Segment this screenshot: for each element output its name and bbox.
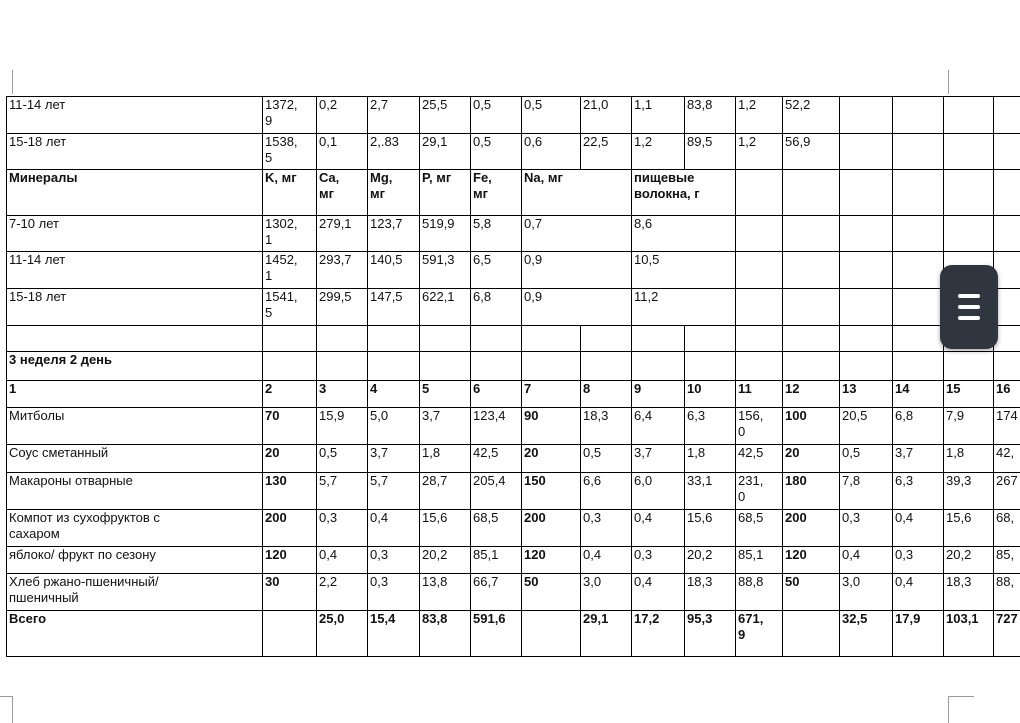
table-cell: 293,7 bbox=[319, 252, 352, 267]
table-cell bbox=[782, 251, 839, 288]
table-cell: 100 bbox=[785, 408, 807, 423]
table-cell bbox=[782, 610, 839, 656]
row-label: Всего bbox=[9, 611, 47, 626]
table-cell bbox=[839, 251, 892, 288]
table-cell: 0,5 bbox=[473, 97, 492, 112]
table-cell: 88,8 bbox=[738, 574, 764, 589]
corner-mark-top-left bbox=[12, 70, 13, 94]
table-cell bbox=[419, 351, 470, 380]
table-cell bbox=[782, 288, 839, 325]
table-cell: 5,0 bbox=[370, 408, 389, 423]
table-cell: 15,6 bbox=[422, 510, 448, 525]
table-cell: 68,5 bbox=[473, 510, 499, 525]
row-label bbox=[6, 325, 262, 351]
table-cell: Mg, мг bbox=[370, 170, 393, 201]
row-label: 11-14 лет bbox=[9, 97, 66, 112]
table-cell bbox=[892, 288, 943, 325]
table-cell bbox=[521, 610, 580, 656]
table-cell: 123,4 bbox=[473, 408, 506, 423]
table-cell bbox=[367, 325, 419, 351]
table-cell: 15,9 bbox=[319, 408, 345, 423]
table-cell: 42,5 bbox=[473, 445, 499, 460]
row-label: Соус сметанный bbox=[9, 445, 109, 460]
row-label: яблоко/ фрукт по сезону bbox=[9, 547, 156, 562]
table-cell: 56,9 bbox=[785, 134, 811, 149]
table-cell: 1372, 9 bbox=[265, 97, 298, 128]
table-cell: 42, bbox=[996, 445, 1015, 460]
table-cell: 3,7 bbox=[895, 445, 914, 460]
table-cell: 1,1 bbox=[634, 97, 653, 112]
table-cell: 0,4 bbox=[319, 547, 338, 562]
table-cell: Na, мг bbox=[524, 170, 563, 185]
row-label: 15-18 лет bbox=[9, 289, 67, 304]
table-cell: 18,3 bbox=[687, 574, 713, 589]
table-cell: 15,4 bbox=[370, 611, 396, 626]
table-cell: 0,5 bbox=[583, 445, 602, 460]
table-cell bbox=[631, 325, 684, 351]
table-cell bbox=[684, 351, 735, 380]
table-cell: 85,1 bbox=[473, 547, 499, 562]
table-cell: 1,8 bbox=[422, 445, 441, 460]
table-cell: 2,.83 bbox=[370, 134, 399, 149]
table-cell: 95,3 bbox=[687, 611, 713, 626]
table-cell: 15,6 bbox=[946, 510, 972, 525]
table-cell: 25,0 bbox=[319, 611, 345, 626]
table-cell bbox=[580, 351, 631, 380]
table-cell: 88, bbox=[996, 574, 1015, 589]
table-cell bbox=[262, 351, 316, 380]
row-label: Компот из сухофруктов с сахаром bbox=[9, 510, 160, 541]
table-cell: 1541, 5 bbox=[265, 289, 298, 320]
table-cell bbox=[943, 133, 993, 169]
table-cell: 0,4 bbox=[634, 510, 653, 525]
table-cell bbox=[631, 351, 684, 380]
corner-mark-bottom-right-h bbox=[948, 696, 974, 697]
table-cell: 0,9 bbox=[524, 252, 543, 267]
table-cell: 14 bbox=[895, 381, 910, 396]
table-cell bbox=[892, 325, 943, 351]
table-cell: 180 bbox=[785, 473, 807, 488]
table-cell bbox=[470, 351, 521, 380]
table-cell: 83,8 bbox=[422, 611, 448, 626]
table-cell: P, мг bbox=[422, 170, 452, 185]
table-cell bbox=[943, 169, 993, 215]
table-cell: 0,5 bbox=[524, 97, 543, 112]
table-cell: 0,5 bbox=[319, 445, 338, 460]
table-cell bbox=[316, 351, 367, 380]
table-cell: 83,8 bbox=[687, 97, 713, 112]
table-cell: 205,4 bbox=[473, 473, 506, 488]
table-cell: 68,5 bbox=[738, 510, 764, 525]
table-cell: 0,3 bbox=[895, 547, 914, 562]
table-cell: 3 bbox=[319, 381, 327, 396]
table-cell: 4 bbox=[370, 381, 378, 396]
corner-mark-bottom-left-h bbox=[0, 696, 12, 697]
table-cell: 123,7 bbox=[370, 216, 403, 231]
table-cell: 147,5 bbox=[370, 289, 403, 304]
table-cell: 30 bbox=[265, 574, 280, 589]
table-cell: 18,3 bbox=[583, 408, 609, 423]
table-cell bbox=[735, 325, 782, 351]
table-cell: 11,2 bbox=[634, 289, 659, 304]
table-cell: 70 bbox=[265, 408, 280, 423]
table-cell: 0,3 bbox=[583, 510, 602, 525]
table-cell: 3,7 bbox=[634, 445, 653, 460]
table-cell: 200 bbox=[785, 510, 807, 525]
table-cell: K, мг bbox=[265, 170, 297, 185]
table-cell bbox=[892, 169, 943, 215]
table-cell bbox=[892, 133, 943, 169]
table-cell bbox=[521, 351, 580, 380]
table-cell: 0,4 bbox=[842, 547, 861, 562]
table-cell: 39,3 bbox=[946, 473, 972, 488]
table-cell bbox=[839, 96, 892, 133]
table-cell bbox=[419, 325, 470, 351]
table-cell: 20 bbox=[524, 445, 539, 460]
table-cell: 231, 0 bbox=[738, 473, 764, 504]
table-cell bbox=[470, 325, 521, 351]
table-cell: 7,9 bbox=[946, 408, 965, 423]
table-cell: 519,9 bbox=[422, 216, 455, 231]
table-cell: 6,0 bbox=[634, 473, 653, 488]
table-cell: 32,5 bbox=[842, 611, 868, 626]
table-cell: 591,6 bbox=[473, 611, 506, 626]
table-cell bbox=[735, 169, 782, 215]
table-cell: 2 bbox=[265, 381, 273, 396]
table-cell: 20,2 bbox=[946, 547, 972, 562]
table-cell: 9 bbox=[634, 381, 642, 396]
menu-button[interactable] bbox=[940, 265, 998, 349]
table-cell bbox=[892, 251, 943, 288]
table-cell bbox=[839, 325, 892, 351]
table-cell: 6,3 bbox=[895, 473, 914, 488]
table-cell bbox=[735, 251, 782, 288]
table-cell bbox=[943, 96, 993, 133]
table-cell bbox=[782, 215, 839, 251]
table-cell: 0,4 bbox=[895, 574, 914, 589]
table-cell: 12 bbox=[785, 381, 800, 396]
table-cell: 8,6 bbox=[634, 216, 653, 231]
table-cell: 671, 9 bbox=[738, 611, 764, 642]
table-cell bbox=[839, 169, 892, 215]
table-cell: Ca, мг bbox=[319, 170, 340, 201]
menu-icon bbox=[958, 294, 980, 320]
table-cell: 18,3 bbox=[946, 574, 972, 589]
table-cell: 20,5 bbox=[842, 408, 868, 423]
table-cell: 1,2 bbox=[634, 134, 653, 149]
table-cell: 90 bbox=[524, 408, 539, 423]
table-cell bbox=[993, 351, 1020, 380]
table-cell bbox=[735, 215, 782, 251]
table-cell bbox=[262, 325, 316, 351]
table-cell bbox=[782, 169, 839, 215]
table-cell: 33,1 bbox=[687, 473, 713, 488]
table-cell: 6 bbox=[473, 381, 481, 396]
table-cell bbox=[316, 325, 367, 351]
table-cell: 0,4 bbox=[895, 510, 914, 525]
table-cell: 0,3 bbox=[370, 574, 389, 589]
table-cell: 299,5 bbox=[319, 289, 352, 304]
table-cell bbox=[993, 96, 1020, 133]
table-cell: 89,5 bbox=[687, 134, 713, 149]
table-cell: 0,4 bbox=[583, 547, 602, 562]
table-cell: 6,6 bbox=[583, 473, 602, 488]
table-cell bbox=[262, 610, 316, 656]
table-cell: 2,2 bbox=[319, 574, 338, 589]
row-label: 7-10 лет bbox=[9, 216, 59, 231]
table-cell bbox=[892, 215, 943, 251]
table-cell: 17,9 bbox=[895, 611, 921, 626]
table-cell: 16 bbox=[996, 381, 1011, 396]
table-cell: 28,7 bbox=[422, 473, 448, 488]
table-cell: 1,8 bbox=[687, 445, 706, 460]
table-cell: 267 bbox=[996, 473, 1018, 488]
table-cell: 0,2 bbox=[319, 97, 338, 112]
table-cell: 0,3 bbox=[319, 510, 338, 525]
table-cell: 200 bbox=[265, 510, 287, 525]
table-cell: 6,8 bbox=[895, 408, 914, 423]
row-label: Минералы bbox=[9, 170, 78, 185]
table-cell: 5,7 bbox=[319, 473, 338, 488]
table-cell: 85, bbox=[996, 547, 1015, 562]
table-cell bbox=[367, 351, 419, 380]
table-cell bbox=[892, 351, 943, 380]
table-cell: 6,3 bbox=[687, 408, 706, 423]
table-cell: 7,8 bbox=[842, 473, 861, 488]
table-cell: 20 bbox=[265, 445, 280, 460]
table-cell: 1,2 bbox=[738, 134, 757, 149]
table-cell: 8 bbox=[583, 381, 591, 396]
table-cell: 5 bbox=[422, 381, 430, 396]
table-cell: 29,1 bbox=[583, 611, 609, 626]
table-cell: 1302, 1 bbox=[265, 216, 298, 247]
table-cell bbox=[839, 351, 892, 380]
table-cell: 6,5 bbox=[473, 252, 492, 267]
table-cell: 13 bbox=[842, 381, 857, 396]
table-cell: 50 bbox=[785, 574, 800, 589]
table-cell: 140,5 bbox=[370, 252, 403, 267]
table-cell: 0,1 bbox=[319, 134, 338, 149]
row-label: Хлеб ржано-пшеничный/ пшеничный bbox=[9, 574, 159, 605]
table-cell bbox=[892, 96, 943, 133]
row-label: 3 неделя 2 день bbox=[9, 352, 113, 367]
table-cell: 591,3 bbox=[422, 252, 455, 267]
table-cell: 200 bbox=[524, 510, 546, 525]
corner-mark-bottom-right-v bbox=[948, 696, 949, 723]
row-label: 1 bbox=[9, 381, 17, 396]
row-label: Макароны отварные bbox=[9, 473, 133, 488]
table-cell bbox=[735, 288, 782, 325]
table-cell: 21,0 bbox=[583, 97, 609, 112]
table-cell: 17,2 bbox=[634, 611, 660, 626]
table-cell: 15,6 bbox=[687, 510, 713, 525]
table-cell: 1,8 bbox=[946, 445, 965, 460]
table-cell: 0,3 bbox=[370, 547, 389, 562]
table-cell: 20,2 bbox=[422, 547, 448, 562]
table-cell: 279,1 bbox=[319, 216, 352, 231]
table-cell bbox=[943, 351, 993, 380]
table-cell: 52,2 bbox=[785, 97, 811, 112]
table-cell: 29,1 bbox=[422, 134, 448, 149]
row-label: 11-14 лет bbox=[9, 252, 66, 267]
table-cell bbox=[839, 288, 892, 325]
table-cell: 7 bbox=[524, 381, 532, 396]
table-cell: 13,8 bbox=[422, 574, 448, 589]
table-cell: 22,5 bbox=[583, 134, 609, 149]
table-cell: 0,3 bbox=[634, 547, 653, 562]
table-cell: 20 bbox=[785, 445, 800, 460]
table-cell: 1538, 5 bbox=[265, 134, 298, 165]
table-cell: 2,7 bbox=[370, 97, 389, 112]
table-cell: 20,2 bbox=[687, 547, 713, 562]
table-cell: 11 bbox=[738, 381, 752, 396]
table-cell: 6,8 bbox=[473, 289, 492, 304]
table-cell: 0,5 bbox=[842, 445, 861, 460]
table-cell bbox=[943, 215, 993, 251]
table-cell bbox=[839, 215, 892, 251]
table-cell: 42,5 bbox=[738, 445, 764, 460]
table-cell: 10 bbox=[687, 381, 702, 396]
table-cell: 1,2 bbox=[738, 97, 757, 112]
table-cell: 3,7 bbox=[422, 408, 441, 423]
table-cell: 68, bbox=[996, 510, 1015, 525]
table-cell: 3,0 bbox=[842, 574, 861, 589]
table-cell: 156, 0 bbox=[738, 408, 764, 439]
table-cell: 0,5 bbox=[473, 134, 492, 149]
table-cell: 120 bbox=[265, 547, 287, 562]
table-cell: 25,5 bbox=[422, 97, 448, 112]
table-cell bbox=[521, 325, 580, 351]
table-cell: 622,1 bbox=[422, 289, 455, 304]
corner-mark-top-right bbox=[948, 70, 949, 94]
table-cell: 6,4 bbox=[634, 408, 653, 423]
table-cell: 0,9 bbox=[524, 289, 543, 304]
table-cell: 727 bbox=[996, 611, 1018, 626]
table-cell: 120 bbox=[524, 547, 546, 562]
table-cell: пищевые волокна, г bbox=[634, 170, 700, 201]
row-label: Митболы bbox=[9, 408, 65, 423]
table-cell bbox=[735, 351, 782, 380]
table-cell: 15 bbox=[946, 381, 961, 396]
table-cell: 1452, 1 bbox=[265, 252, 298, 283]
table-cell: 66,7 bbox=[473, 574, 499, 589]
table-cell: 120 bbox=[785, 547, 807, 562]
table-cell: 0,6 bbox=[524, 134, 543, 149]
table-cell: 85,1 bbox=[738, 547, 764, 562]
table-cell bbox=[580, 325, 631, 351]
row-label: 15-18 лет bbox=[9, 134, 67, 149]
table-cell: 10,5 bbox=[634, 252, 660, 267]
table-cell bbox=[782, 351, 839, 380]
corner-mark-bottom-left-v bbox=[12, 696, 13, 723]
table-cell: 0,7 bbox=[524, 216, 543, 231]
table-cell: 130 bbox=[265, 473, 287, 488]
table-border bbox=[993, 215, 994, 252]
table-cell: 50 bbox=[524, 574, 539, 589]
table-border bbox=[6, 656, 1020, 657]
table-cell: 150 bbox=[524, 473, 546, 488]
table-cell bbox=[782, 325, 839, 351]
table-cell bbox=[684, 325, 735, 351]
table-cell bbox=[839, 133, 892, 169]
table-cell: 103,1 bbox=[946, 611, 979, 626]
table-cell: 3,7 bbox=[370, 445, 389, 460]
table-cell: 3,0 bbox=[583, 574, 602, 589]
table-cell: 174 bbox=[996, 408, 1018, 423]
table-cell: 0,4 bbox=[634, 574, 653, 589]
table-cell: 5,8 bbox=[473, 216, 492, 231]
table-cell: 5,7 bbox=[370, 473, 389, 488]
table-border bbox=[993, 169, 994, 216]
table-cell: Fe, мг bbox=[473, 170, 492, 201]
table-cell bbox=[993, 133, 1020, 169]
table-cell: 0,4 bbox=[370, 510, 389, 525]
table-cell: 0,3 bbox=[842, 510, 861, 525]
